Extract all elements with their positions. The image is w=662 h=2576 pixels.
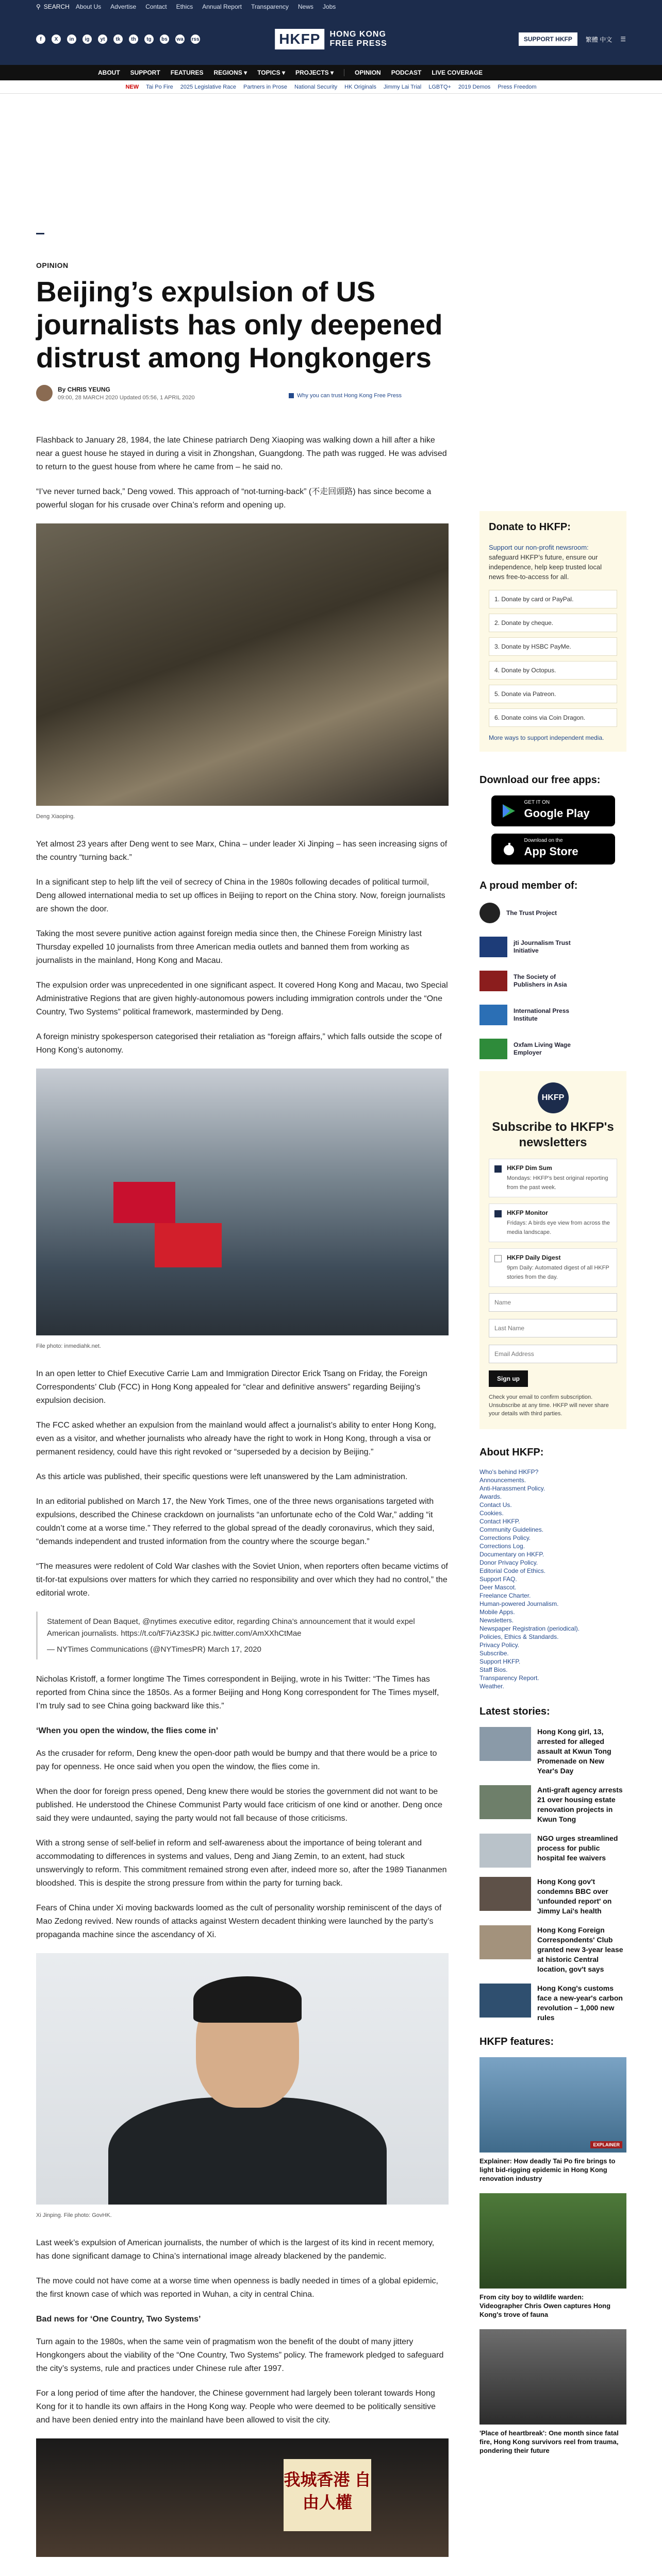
nav-item[interactable]: LIVE COVERAGE (432, 69, 483, 76)
utility-link[interactable]: Contact (145, 3, 167, 10)
story-thumbnail (479, 1834, 531, 1868)
features-title: HKFP features: (479, 2036, 554, 2047)
logo-line-1: HONG KONG (329, 30, 386, 39)
protest-sign: 我城香港 自由人權 (284, 2459, 371, 2531)
logo-wordmark (329, 30, 387, 48)
paragraph: A foreign ministry spokesperson categorised their retaliation as “foreign affairs,” which falls outside the scope of Hong Kong’s autonomy. (36, 1032, 442, 1055)
avatar (36, 385, 53, 401)
about-link[interactable]: Documentary on HKFP. (479, 1551, 544, 1558)
utility-bar (0, 0, 662, 13)
utility-link[interactable]: Transparency (251, 3, 289, 10)
about-link[interactable]: Contact HKFP. (479, 1518, 520, 1525)
x-icon[interactable]: X (52, 35, 61, 44)
apps-title: Download our free apps: (479, 774, 601, 786)
paragraph: Flashback to January 28, 1984, the late Chinese patriarch Deng Xiaoping was walking down a hill after a hike near a guest house he stayed in during a visit in Zhongshan, Guangdong. The path was rugged. He was advised to return to the guest house from where he came from – he said no. (36, 436, 447, 471)
story-title: Anti-graft agency arrests 21 over housing estate renovation projects in Kwun Tong (537, 1786, 623, 1823)
support-button[interactable]: SUPPORT HKFP (519, 32, 577, 46)
about-link[interactable]: Corrections Log. (479, 1543, 525, 1550)
tiktok-icon[interactable]: tk (113, 35, 123, 44)
newsletter-title: Subscribe to HKFP's newsletters (492, 1120, 614, 1149)
utility-link[interactable]: News (297, 3, 313, 10)
about-link[interactable]: Corrections Policy. (479, 1534, 531, 1541)
photo-deng-xiaoping (36, 523, 449, 806)
apple-icon (502, 842, 516, 856)
social-links (36, 35, 200, 44)
newsletter-option[interactable] (489, 1204, 617, 1242)
donate-option[interactable]: 5. Donate via Patreon. (489, 685, 617, 703)
tweet-text: Statement of Dean Baquet, @nytimes executive editor, regarding China’s announcement that it would expel American journalists. https://t.co/tF7iAz3SKJ pic.twitter.com/AmXXhCtMae (47, 1617, 415, 1638)
subheading: ‘When you open the window, the flies come in’ (36, 1726, 219, 1735)
about-link[interactable]: Announcements. (479, 1477, 526, 1484)
about-link[interactable]: Freelance Charter. (479, 1592, 531, 1599)
nav-item[interactable]: OPINION (355, 69, 381, 76)
members-title: A proud member of: (479, 880, 578, 891)
utility-links (76, 3, 336, 10)
utility-link[interactable]: Advertise (110, 3, 137, 10)
site-logo[interactable] (275, 29, 387, 49)
member-name: The Society of Publishers in Asia (514, 973, 567, 988)
image-caption: File photo: inmediahk.net. (36, 1343, 101, 1349)
about-link[interactable]: Subscribe. (479, 1650, 509, 1657)
feature-tag: EXPLAINER (590, 2141, 622, 2148)
latest-section (479, 1706, 626, 2023)
donate-more-link[interactable]: More ways to support independent media. (489, 734, 604, 741)
paragraph: Last week’s expulsion of American journalists, the number of which is the largest of its kind in recent memory, has done significant damage to China’s international image already blackened by the pandemic. (36, 2239, 435, 2261)
newsletter-box (479, 1071, 626, 1429)
paragraph: Nicholas Kristoff, a former longtime The Times correspondent in Beijing, wrote in his Twitter: “The Times has reported from China since the 1850s. As a former Beijing and Hong Kong correspondent for The Times myself, I’m truly sad to see China going backward like this.” (36, 1675, 439, 1710)
checkbox[interactable] (494, 1255, 502, 1262)
newsletter-desc: 9pm Daily: Automated digest of all HKFP stories from the day. (507, 1265, 609, 1280)
about-section (479, 1447, 626, 1690)
email-field[interactable] (489, 1345, 617, 1363)
about-link[interactable]: Transparency Report. (479, 1674, 539, 1682)
checkbox[interactable] (494, 1165, 502, 1173)
feature-card[interactable] (479, 2193, 626, 2319)
latest-story[interactable] (479, 1925, 626, 1974)
paragraph: Fears of China under Xi moving backwards loomed as the cult of personality worship reminiscent of the days of Mao Zedong revived. New rounds of attacks against Western decadent thinking were launched by the party’s propaganda machine since the ascendancy of Xi. (36, 1904, 442, 1939)
feature-image (479, 2329, 626, 2425)
trust-icon (289, 393, 294, 398)
image-caption: Deng Xiaoping. (36, 814, 75, 820)
donate-option[interactable]: 4. Donate by Octopus. (489, 661, 617, 680)
logo-mark: HKFP (275, 29, 324, 49)
about-link[interactable]: Anti-Harassment Policy. (479, 1485, 545, 1492)
latest-story[interactable] (479, 1877, 626, 1916)
about-link[interactable]: Donor Privacy Policy. (479, 1559, 538, 1566)
feature-title: Explainer: How deadly Tai Po fire brings to light bid-rigging epidemic in Hong Kong renovation industry (479, 2157, 616, 2182)
topic-bar (0, 80, 662, 94)
newsletter-option[interactable] (489, 1159, 617, 1197)
oxfam-icon (479, 1039, 507, 1059)
logo-line-2: FREE PRESS (329, 39, 387, 48)
feature-title: 'Place of heartbreak': One month since fatal fire, Hong Kong survivors reel from trauma, pondering their future (479, 2429, 619, 2454)
about-link[interactable]: Mobile Apps. (479, 1608, 515, 1616)
topic-link[interactable]: 2025 Legislative Race (180, 83, 236, 90)
about-link[interactable]: Who's behind HKFP? (479, 1468, 539, 1476)
subheading: Bad news for ‘One Country, Two Systems’ (36, 2315, 201, 2324)
header-actions (519, 32, 626, 46)
whatsapp-icon[interactable]: wa (175, 35, 185, 44)
story-thumbnail (479, 1925, 531, 1959)
about-link[interactable]: Awards. (479, 1493, 502, 1500)
name-field[interactable] (489, 1293, 617, 1312)
about-link[interactable]: Contact Us. (479, 1501, 512, 1509)
about-link[interactable]: Newspaper Registration (periodical). (479, 1625, 580, 1632)
trust-label: Why you can trust Hong Kong Free Press (297, 393, 402, 399)
paragraph: For a long period of time after the handover, the Chinese government had largely been tolerant towards Hong Kong for it to handle its own affairs in the Hong Kong way. People who were deemed to be politically sensitive and have been denied entry into the mainland have been allowed to visit the city. (36, 2389, 436, 2425)
story-thumbnail (479, 1877, 531, 1911)
topic-link[interactable]: HK Originals (344, 83, 376, 90)
rss-icon[interactable]: rss (191, 35, 200, 44)
about-link[interactable]: Deer Mascot. (479, 1584, 517, 1591)
photo-figure (193, 1976, 302, 2023)
topic-link[interactable]: Tai Po Fire (146, 83, 173, 90)
newsletter-name: HKFP Monitor (507, 1209, 548, 1216)
flag-shape (155, 1223, 222, 1267)
member-logo[interactable] (479, 1037, 626, 1061)
utility-link[interactable]: Ethics (176, 3, 193, 10)
donate-option[interactable]: 1. Donate by card or PayPal. (489, 590, 617, 608)
paragraph: In an editorial published on March 17, the New York Times, one of the three news organisations targeted with expulsions, described the Chinese crackdown on journalists “an unfortunate echo of the Cold War,” adding “it couldn’t come at a worse time.” They referred to the global spread of the deadly coronavirus, which they said, “demands independent and trusted information from the country where the scourge began.” (36, 1497, 435, 1546)
sopa-icon (479, 971, 507, 991)
topic-link[interactable]: LGBTQ+ (428, 83, 451, 90)
about-link[interactable]: Staff Bios. (479, 1666, 508, 1673)
about-link[interactable]: Cookies. (479, 1510, 504, 1517)
trust-link[interactable] (289, 393, 402, 399)
story-thumbnail (479, 1727, 531, 1761)
paragraph: Yet almost 23 years after Deng went to see Marx, China – under leader Xi Jinping – has seen increasing signs of the country “turning back.” (36, 840, 448, 862)
about-link[interactable]: Newsletters. (479, 1617, 514, 1624)
signup-button[interactable]: Sign up (489, 1370, 528, 1387)
flag-shape (113, 1182, 175, 1223)
author-line (58, 386, 195, 393)
newsletter-desc: Mondays: HKFP's best original reporting from the past week. (507, 1175, 608, 1191)
paragraph: The move could not have come at a worse time when openness is badly needed in times of a global epidemic, the first known case of which was reported in Wuhan, a city in central China. (36, 2277, 438, 2299)
utility-link[interactable]: Annual Report (202, 3, 242, 10)
about-link[interactable]: Support FAQ. (479, 1575, 517, 1583)
donate-title: Donate to HKFP: (489, 521, 571, 533)
search-label: SEARCH (43, 3, 70, 10)
author-link[interactable]: CHRIS YEUNG (67, 385, 110, 393)
nav-item[interactable]: TOPICS ▾ (257, 69, 285, 76)
newsletter-logo: HKFP (538, 1082, 569, 1113)
feature-card[interactable] (479, 2329, 626, 2455)
byline-prefix: By (58, 385, 66, 393)
search-button[interactable] (36, 3, 70, 10)
paragraph: The expulsion order was unprecedented in one significant aspect. It covered Hong Kong and Macau, two Special Administrative Regions that are given highly-autonomous powers including immigration controls under the “One Country, Two Systems” political framework, masterminded by Deng. (36, 981, 448, 1016)
donate-option[interactable]: 3. Donate by HSBC PayMe. (489, 637, 617, 656)
paragraph: “I’ve never turned back,” Deng vowed. This approach of “not-turning-back” (不走回頭路) has since become a powerful slogan for his crusade over China’s reform and opening up. (36, 487, 432, 510)
photo-protest-sign (36, 2438, 449, 2557)
topic-link[interactable]: National Security (294, 83, 338, 90)
new-label: NEW (125, 83, 139, 90)
language-switch[interactable] (586, 35, 612, 44)
paragraph: Turn again to the 1980s, when the same vein of pragmatism won the benefit of the doubt of many jittery Hongkongers about the viability of the “One Country, Two Systems” policy. The framework pledged to safeguard the city’s systems, rule and practices under Chinese rule after 1997. (36, 2337, 444, 2373)
story-thumbnail (479, 1785, 531, 1819)
about-link[interactable]: Weather. (479, 1683, 504, 1690)
facebook-icon[interactable]: f (36, 35, 45, 44)
about-links (479, 1468, 626, 1690)
member-name: The Trust Project (506, 909, 557, 917)
member-logo[interactable] (479, 935, 626, 959)
story-title: Hong Kong gov't condemns BBC over 'unfounded report' on Jimmy Lai's health (537, 1877, 612, 1915)
embedded-tweet[interactable] (36, 1612, 449, 1659)
paragraph: As this article was published, their specific questions were left unanswered by the Lam administration. (36, 1472, 408, 1481)
newsletter-name: HKFP Dim Sum (507, 1164, 552, 1172)
donate-intro-link[interactable]: Support our non-profit newsroom: (489, 544, 589, 551)
app-store-label: App Store (524, 845, 578, 858)
nav-item[interactable]: ABOUT (98, 69, 120, 76)
main-nav (0, 65, 662, 80)
paragraph: With a strong sense of self-belief in reform and self-awareness about the importance of being tolerant and accommodating to differences in systems and values, Deng and Jiang Zemin, to an extent, had stuck unswervingly to reform. This commitment remained strong even after, indeed more so, after the 1989 Tiananmen bloodshed. This is despite the strong pressure from within the party for turning back. (36, 1839, 447, 1888)
photo-figure (108, 2097, 387, 2205)
topic-link[interactable]: Jimmy Lai Trial (383, 83, 422, 90)
ipi-icon (479, 1005, 507, 1025)
about-title: About HKFP: (479, 1447, 544, 1458)
last-name-field[interactable] (489, 1319, 617, 1337)
app-store-button[interactable] (491, 834, 615, 865)
member-name: Oxfam Living Wage Employer (514, 1041, 571, 1056)
paragraph: Taking the most severe punitive action against foreign media since then, the Chinese Foreign Ministry last Thursday expelled 10 journalists from three American media outlets and banned them from working as journalists in the mainland, Hong Kong and Macau. (36, 929, 422, 965)
checkbox[interactable] (494, 1210, 502, 1217)
feature-image (479, 2193, 626, 2289)
linkedin-icon[interactable]: in (67, 35, 76, 44)
youtube-icon[interactable]: yt (98, 35, 107, 44)
story-thumbnail (479, 1984, 531, 2018)
tweet-attribution: — NYTimes Communications (@NYTimesPR) March 17, 2020 (47, 1645, 261, 1654)
about-link[interactable]: Privacy Policy. (479, 1641, 520, 1649)
donate-intro-text: safeguard HKFP’s future, ensure our independence, help keep trusted local news free-to-access for all. (489, 553, 602, 581)
app-store-small: Download on the (524, 838, 563, 843)
google-play-icon (502, 804, 516, 818)
donate-option[interactable]: 6. Donate coins via Coin Dragon. (489, 708, 617, 727)
story-title: Hong Kong Foreign Correspondents' Club granted new 3-year lease at historic Central location, gov't says (537, 1926, 623, 1973)
latest-story[interactable] (479, 1984, 626, 2023)
google-play-label: Google Play (524, 807, 590, 820)
member-logo[interactable] (479, 901, 626, 925)
page-title: Beijing’s expulsion of US journalists has only deepened distrust among Hongkongers (36, 276, 443, 374)
nav-item[interactable]: FEATURES (170, 69, 204, 76)
latest-story[interactable] (479, 1834, 626, 1868)
newsletter-desc: Fridays: A birds eye view from across the media landscape. (507, 1220, 610, 1235)
topic-link[interactable]: Partners in Prose (243, 83, 287, 90)
member-name: International Press Institute (514, 1007, 570, 1022)
menu-icon[interactable]: ☰ (620, 36, 626, 43)
newsletter-option[interactable] (489, 1248, 617, 1287)
publish-dates: 09:00, 28 MARCH 2020 Updated 05:56, 1 APRIL 2020 (58, 394, 195, 401)
paragraph: When the door for foreign press opened, Deng knew there would be stories the government did not want to be published. He understood the Chinese Communist Party would face criticism of one kind or another. Deng once said they were undaunted, saying the party would not fall because of those criticisms. (36, 1787, 442, 1823)
nav-item[interactable]: PROJECTS ▾ (295, 69, 334, 76)
about-link[interactable]: Support HKFP. (479, 1658, 521, 1665)
paragraph: “The measures were redolent of Cold War clashes with the Soviet Union, when reporters often became victims of tit-for-tat expulsions over matters for which they carried no responsibility and over which they had no control,” the editorial wrote. (36, 1562, 448, 1598)
donate-intro (489, 543, 617, 582)
google-play-small: GET IT ON (524, 800, 550, 805)
language-label: 繁體 (585, 36, 598, 43)
newsletter-note: Check your email to confirm subscription. Unsubscribe at any time. HKFP will never share your details with third parties. (489, 1394, 609, 1417)
utility-link[interactable]: Jobs (322, 3, 336, 10)
threads-icon[interactable]: th (129, 35, 138, 44)
photo-xi-jinping (36, 1953, 449, 2205)
byline (36, 385, 195, 401)
story-title: Hong Kong girl, 13, arrested for alleged assault at Kwun Tong Promenade on New Year's Day (537, 1727, 611, 1775)
instagram-icon[interactable]: ig (82, 35, 92, 44)
bluesky-icon[interactable]: bs (160, 35, 169, 44)
paragraph: The FCC asked whether an expulsion from the mainland would affect a journalist’s ability to enter Hong Kong, even as a visitor, and whether journalists who already have the right to work in Hong Kong, through a visa or permanent residency, could have this right revoked or “superseded by a decision by Beijing.” (36, 1421, 436, 1456)
about-link[interactable]: Human-powered Journalism. (479, 1600, 559, 1607)
story-title: NGO urges streamlined process for public hospital fee waivers (537, 1834, 618, 1862)
language-label-2: 中文 (600, 36, 613, 43)
section-label[interactable]: OPINION (36, 261, 69, 269)
section-rule (36, 233, 44, 234)
trust-project-icon (479, 903, 500, 923)
member-logo[interactable] (479, 969, 626, 993)
about-link[interactable]: Community Guidelines. (479, 1526, 544, 1533)
site-header (0, 13, 662, 65)
nav-item[interactable]: PODCAST (391, 69, 422, 76)
member-logo[interactable] (479, 1003, 626, 1027)
topic-link[interactable]: 2019 Demos (458, 83, 491, 90)
about-link[interactable]: Policies, Ethics & Standards. (479, 1633, 559, 1640)
feature-image (479, 2057, 626, 2153)
nav-item[interactable]: SUPPORT (130, 69, 160, 76)
image-caption: Xi Jinping. File photo: GovHK. (36, 2212, 112, 2218)
member-name: jti Journalism Trust Initiative (514, 939, 571, 954)
photo-flags (36, 1069, 449, 1335)
donate-option[interactable]: 2. Donate by cheque. (489, 614, 617, 632)
google-play-button[interactable] (491, 795, 615, 826)
telegram-icon[interactable]: tg (144, 35, 154, 44)
paragraph: In an open letter to Chief Executive Carrie Lam and Immigration Director Erick Tsang on Friday, the Foreign Correspondents’ Club (FCC) in Hong Kong appealed for “clear and definitive answers” regarding Beijing’s expulsion decision. (36, 1369, 427, 1405)
jti-icon (479, 937, 507, 957)
about-link[interactable]: Editorial Code of Ethics. (479, 1567, 546, 1574)
paragraph: In a significant step to help lift the veil of secrecy of China in the 1980s following decades of political turmoil, Deng allowed international media to set up offices in Beijing to report on the China story. Now, foreign journalists are shown the door. (36, 878, 445, 913)
article-body (36, 434, 449, 2557)
paragraph: As the crusader for reform, Deng knew the open-door path would be bumpy and that there would be a price to pay for openness. He once said when you open the window, the flies come in. (36, 1749, 437, 1771)
sidebar (479, 511, 626, 2465)
search-icon: ⚲ (36, 3, 41, 10)
features-section (479, 2036, 626, 2455)
donate-box (479, 511, 626, 752)
members-section (479, 880, 626, 1061)
latest-title: Latest stories: (479, 1706, 550, 1717)
apps-section (479, 774, 626, 865)
latest-story[interactable] (479, 1727, 626, 1776)
latest-story[interactable] (479, 1785, 626, 1824)
topic-link[interactable]: Press Freedom (498, 83, 537, 90)
utility-link[interactable]: About Us (75, 3, 102, 10)
feature-title: From city boy to wildlife warden: Videographer Chris Owen captures Hong Kong's trove of fauna (479, 2293, 611, 2318)
feature-card[interactable] (479, 2057, 626, 2183)
nav-item[interactable]: REGIONS ▾ (213, 69, 247, 76)
newsletter-name: HKFP Daily Digest (507, 1254, 561, 1261)
story-title: Hong Kong's customs face a new-year's carbon revolution – 1,000 new rules (537, 1984, 623, 2022)
